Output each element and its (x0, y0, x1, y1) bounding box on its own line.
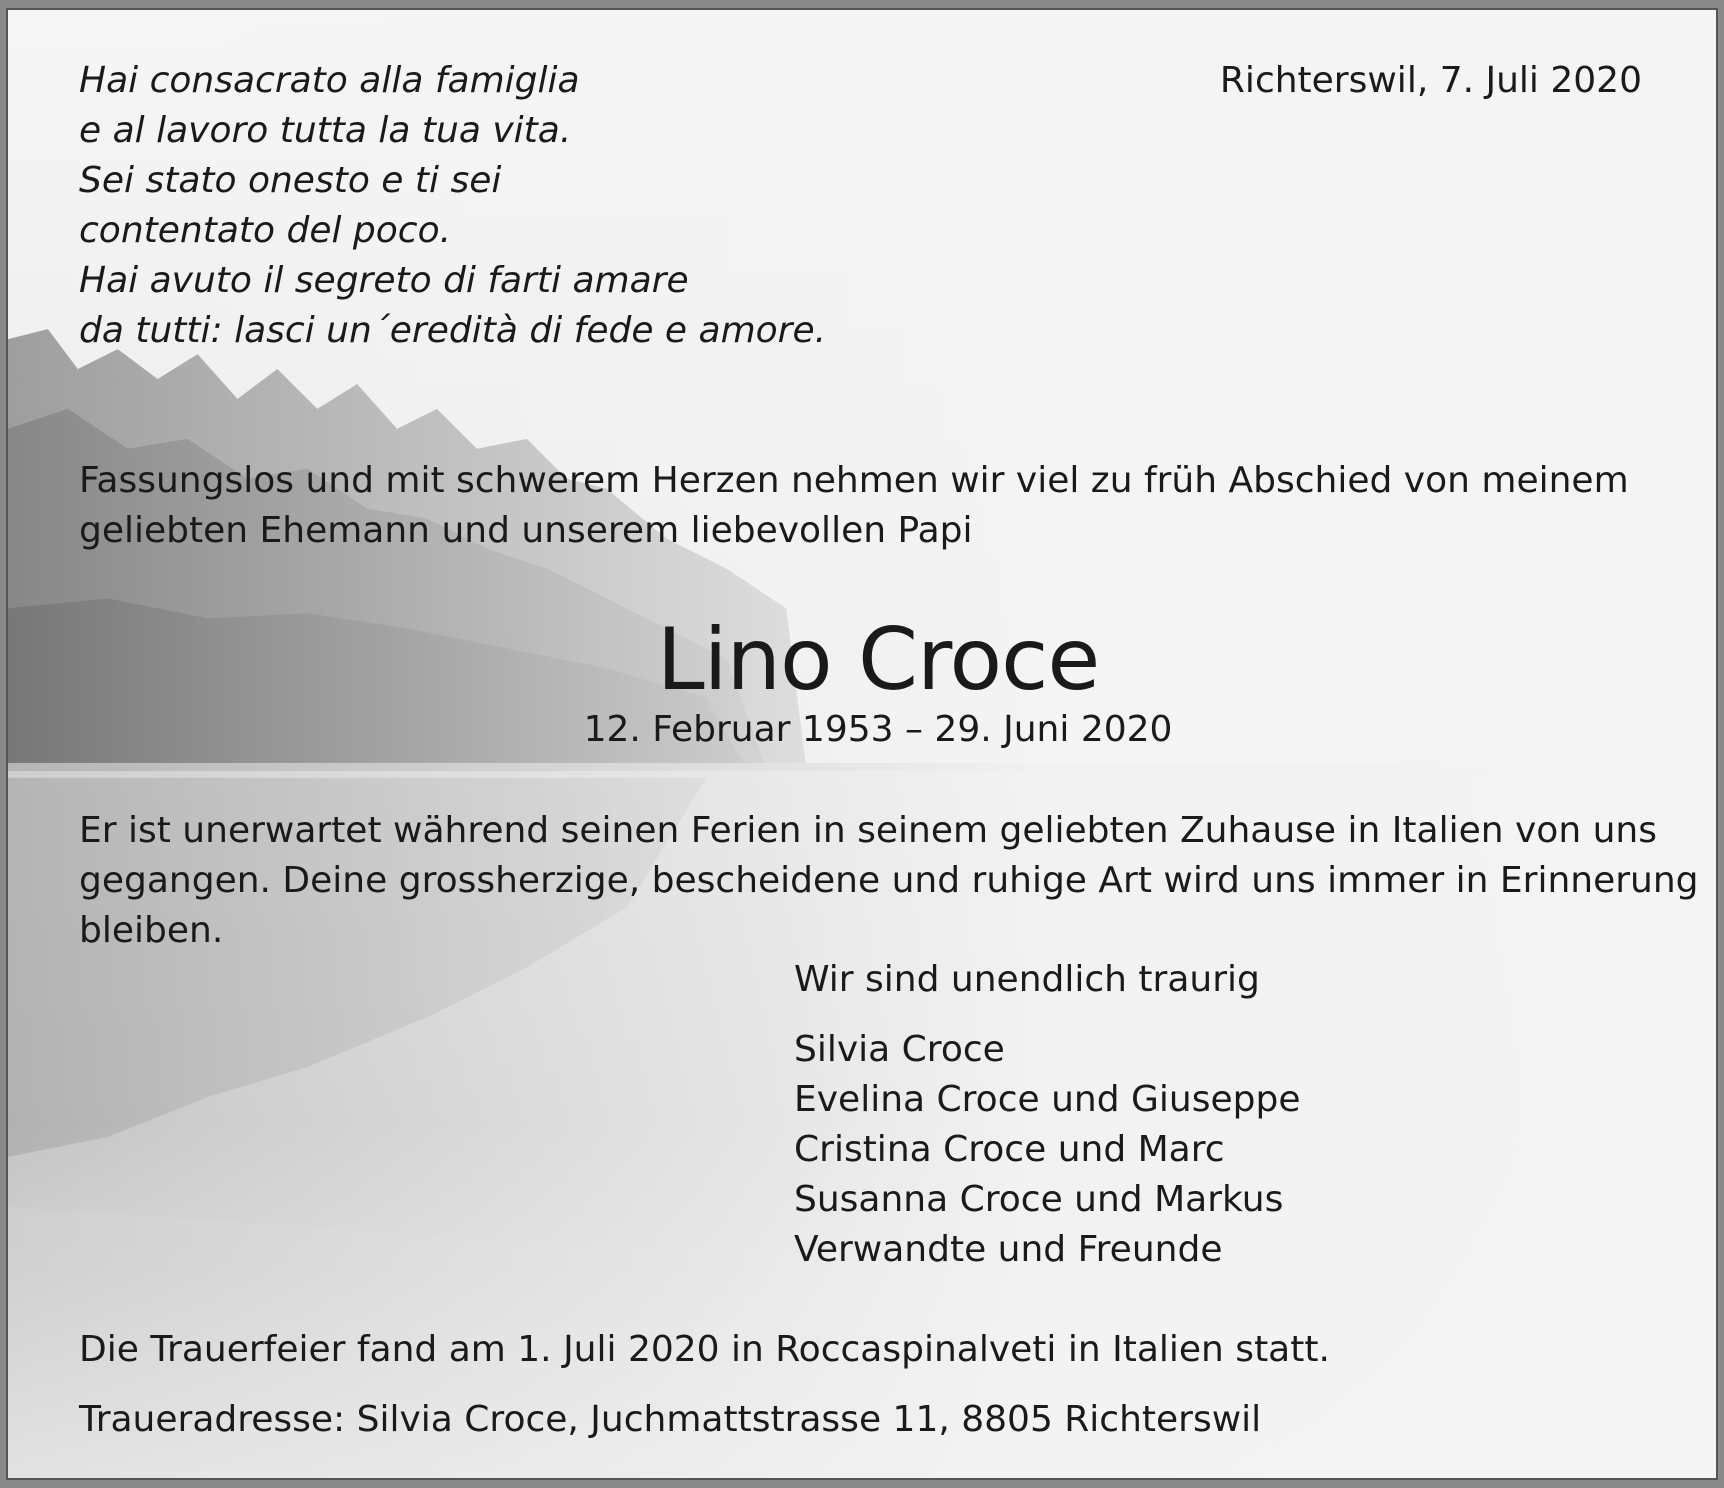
mourners-list (794, 1025, 1300, 1275)
intro-line: Fassungslos und mit schwerem Herzen nehmen wir viel zu früh Abschied von meinem (79, 460, 1629, 501)
deceased-name: Lino Croce (656, 610, 1100, 710)
intro-paragraph (79, 456, 1629, 556)
obituary-notice (6, 8, 1718, 1480)
mourner: Verwandte und Freunde (794, 1229, 1223, 1270)
mourning-address: Traueradresse: Silvia Croce, Juchmattstrasse 11, 8805 Richterswil (79, 1399, 1262, 1440)
italian-poem (79, 56, 826, 356)
ceremony-info: Die Trauerfeier fand am 1. Juli 2020 in Roccaspinalveti in Italien statt. (79, 1329, 1330, 1370)
mourner: Evelina Croce und Giuseppe (794, 1079, 1301, 1120)
mourner: Susanna Croce und Markus (794, 1179, 1284, 1220)
poem-line: Hai consacrato alla famiglia (79, 60, 580, 101)
message-line: Er ist unerwartet während seinen Ferien in seinem geliebten Zuhause in Italien von uns (79, 810, 1657, 851)
life-dates: 12. Februar 1953 – 29. Juni 2020 (583, 709, 1173, 750)
poem-line: Sei stato onesto e ti sei (79, 160, 502, 201)
notice-content (8, 10, 1716, 1478)
mourner: Silvia Croce (794, 1029, 1005, 1070)
poem-line: e al lavoro tutta la tua vita. (79, 110, 572, 151)
place-date: Richterswil, 7. Juli 2020 (1219, 60, 1642, 101)
message-line: bleiben. (79, 910, 224, 951)
poem-line: da tutti: lasci un´eredità di fede e amore. (79, 310, 827, 351)
message-line: gegangen. Deine grossherzige, bescheidene und ruhige Art wird uns immer in Erinnerung (79, 860, 1699, 901)
mourner: Cristina Croce und Marc (794, 1129, 1225, 1170)
message-paragraph (79, 806, 1699, 956)
closing-phrase: Wir sind unendlich traurig (794, 959, 1260, 1000)
poem-line: Hai avuto il segreto di farti amare (79, 260, 689, 301)
poem-line: contentato del poco. (79, 210, 452, 251)
intro-line: geliebten Ehemann und unserem liebevollen Papi (79, 510, 973, 551)
